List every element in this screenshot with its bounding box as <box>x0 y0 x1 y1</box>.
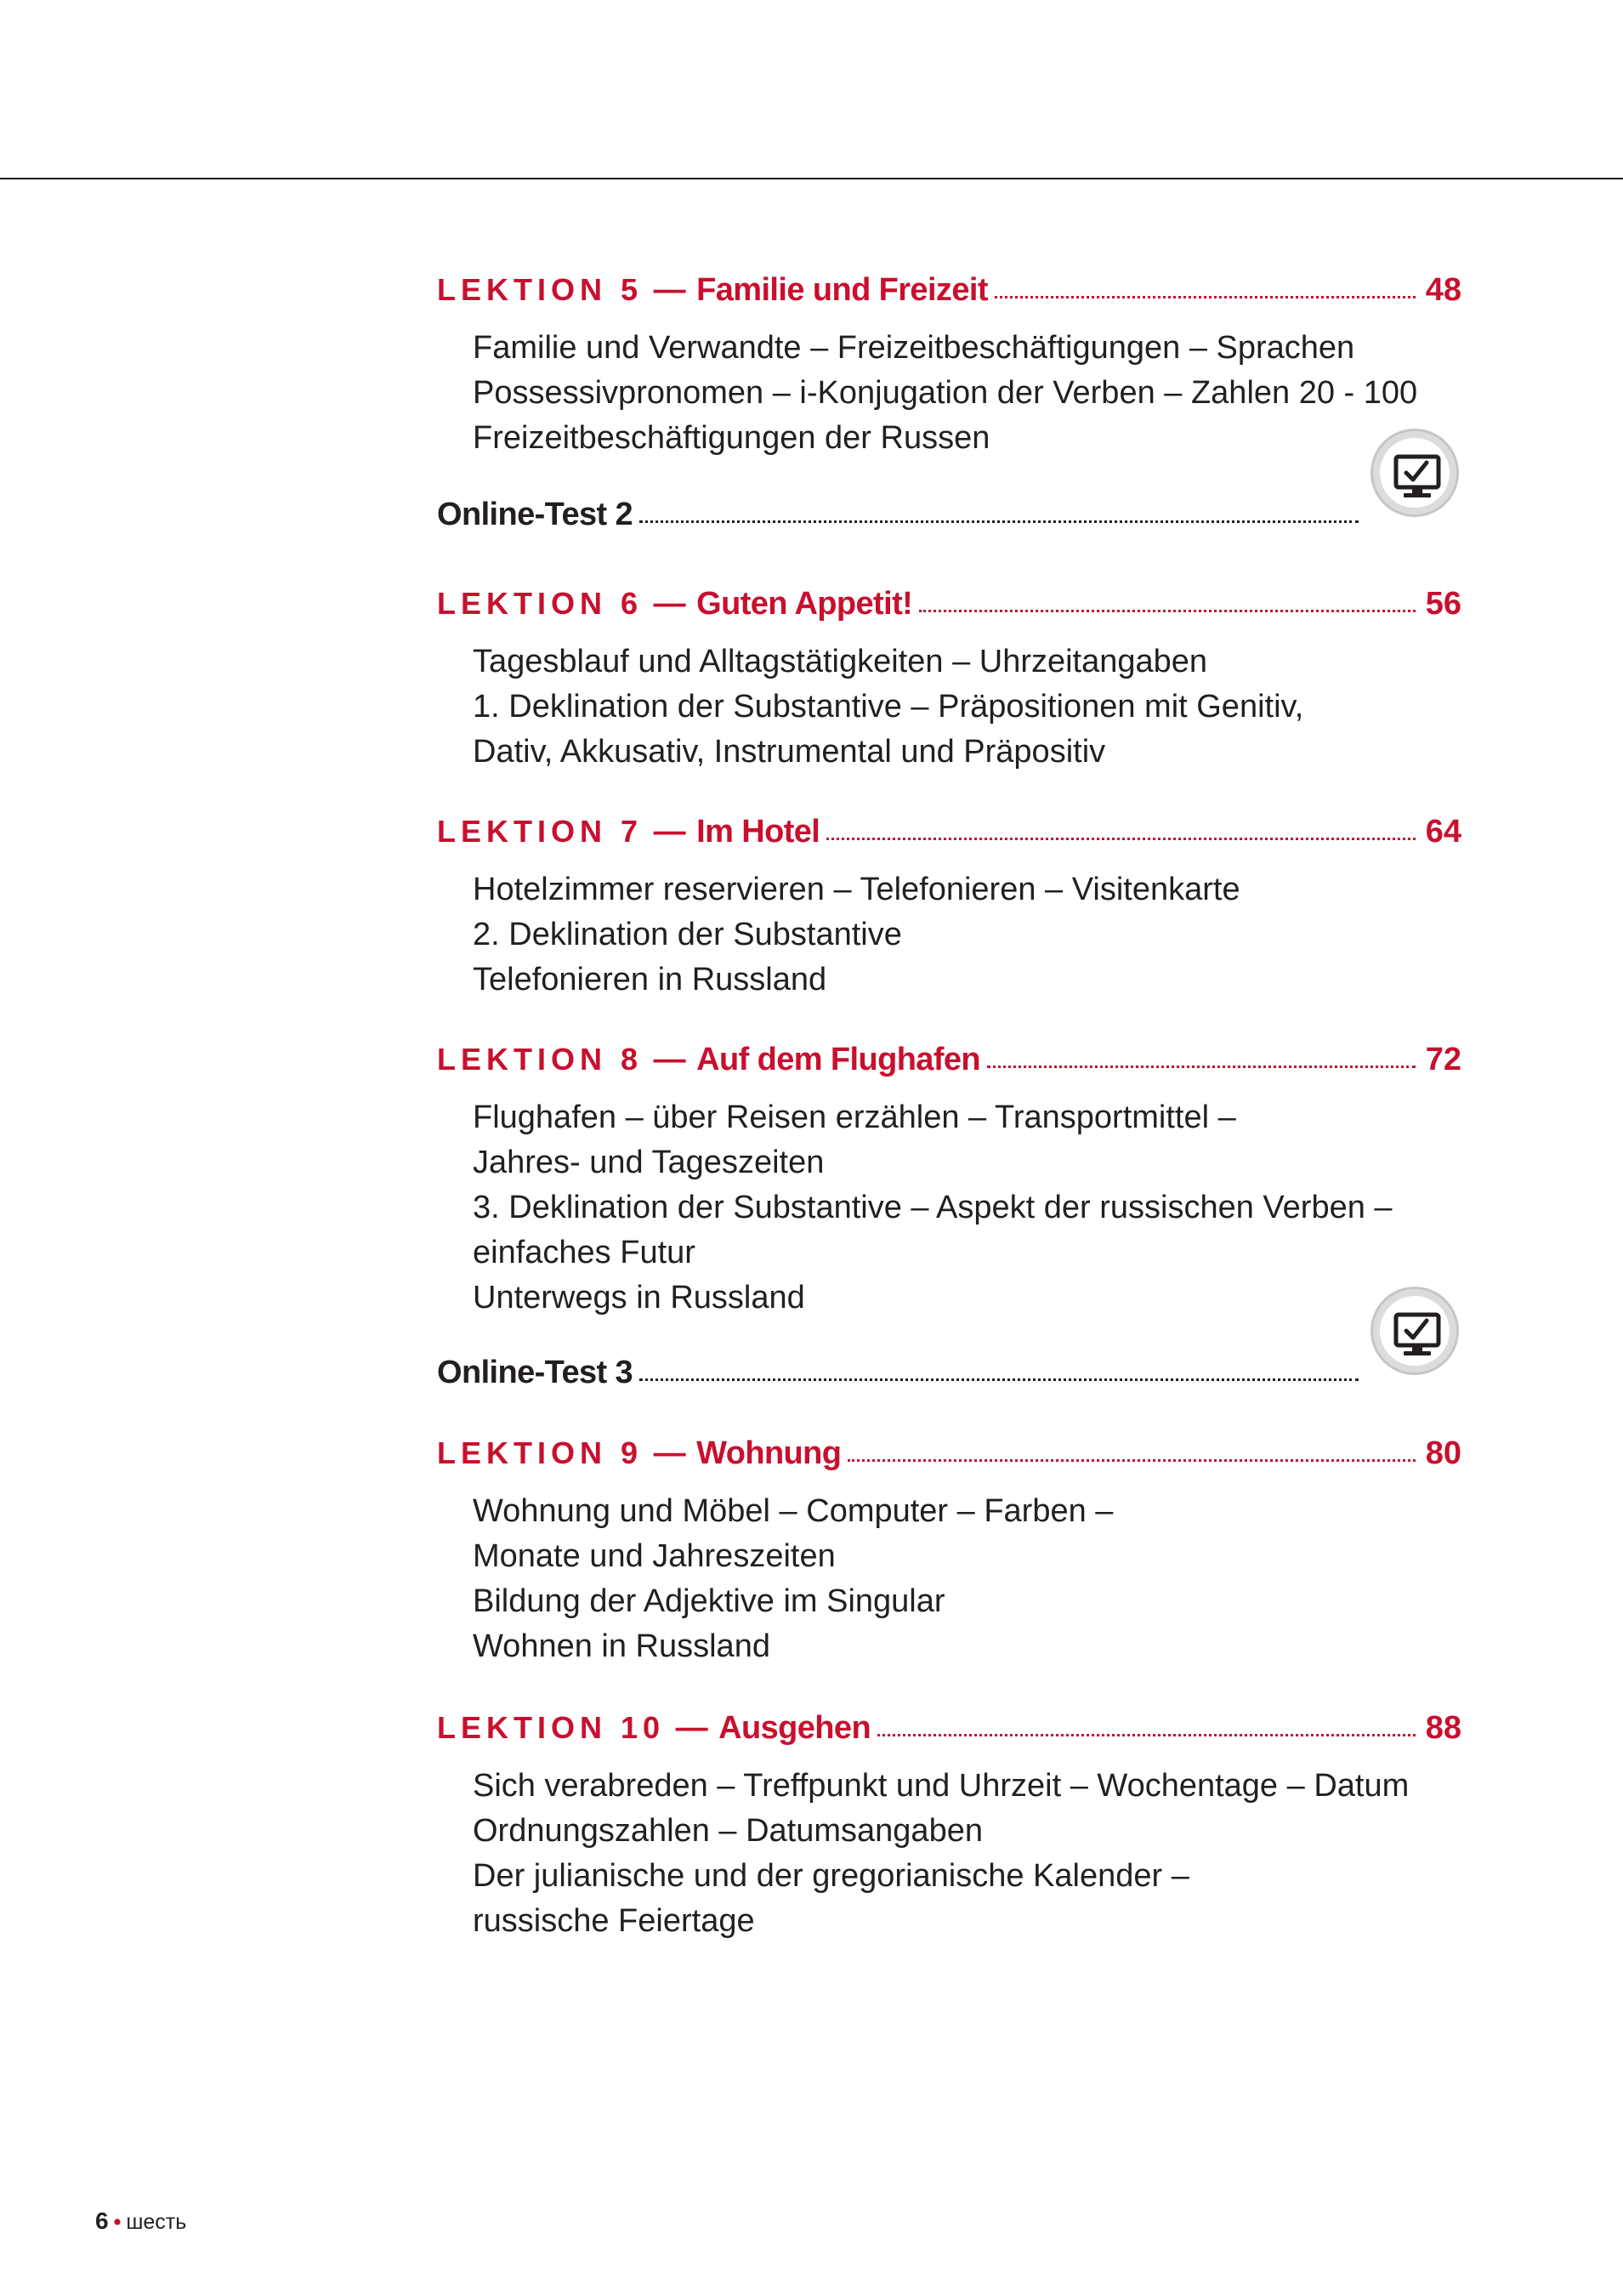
toc-heading <box>437 497 1365 533</box>
topic-line: Telefonieren in Russland <box>473 962 827 997</box>
toc-entry-lektion-7[interactable] <box>437 814 1461 1003</box>
toc-entry-online-test-2[interactable] <box>437 497 1461 533</box>
dot-leader <box>919 609 1416 612</box>
toc-heading <box>437 586 1461 622</box>
dot-leader <box>826 837 1416 840</box>
lesson-topics <box>473 1489 1461 1669</box>
page-number: 56 <box>1425 586 1461 622</box>
lesson-label: LEKTION 10 <box>437 1710 666 1745</box>
lesson-topics <box>473 1095 1461 1321</box>
topic-line: Dativ, Akkusativ, Instrumental und Präpositiv <box>473 734 1106 770</box>
lesson-topics <box>473 326 1461 461</box>
toc-entry-lektion-8[interactable] <box>437 1042 1461 1321</box>
lesson-label: LEKTION 8 <box>437 1042 644 1077</box>
toc-entry-lektion-10[interactable] <box>437 1710 1461 1944</box>
lesson-label: LEKTION 6 <box>437 586 644 621</box>
toc-entry-lektion-6[interactable] <box>437 586 1461 775</box>
topic-line: Ordnungszahlen – Datumsangaben <box>473 1813 983 1849</box>
topic-line: 1. Deklination der Substantive – Präpositionen mit Genitiv, <box>473 689 1304 725</box>
computer-check-icon <box>1370 1287 1459 1375</box>
toc-entry-online-test-3[interactable] <box>437 1355 1461 1391</box>
lesson-title: Im Hotel <box>696 814 820 850</box>
topic-line: Sich verabreden – Treffpunkt und Uhrzeit – Wochentage – Datum <box>473 1768 1410 1804</box>
topic-line: Jahres- und Tageszeiten <box>473 1145 825 1180</box>
topic-line: Familie und Verwandte – Freizeitbeschäftigungen – Sprachen <box>473 330 1355 366</box>
footer-page-number: 6 <box>95 2208 109 2234</box>
dot-leader <box>987 1065 1416 1068</box>
page-number: 80 <box>1425 1435 1461 1471</box>
page-number: 72 <box>1425 1042 1461 1077</box>
topic-line: Wohnen in Russland <box>473 1628 770 1664</box>
topic-line: Tagesblauf und Alltagstätigkeiten – Uhrzeitangaben <box>473 644 1208 679</box>
lesson-label: LEKTION 7 <box>437 814 644 849</box>
lesson-separator: — <box>653 1435 686 1471</box>
topic-line: Hotelzimmer reservieren – Telefonieren – Visitenkarte <box>473 872 1240 907</box>
page-footer <box>95 2208 186 2235</box>
computer-check-icon <box>1370 429 1459 517</box>
topic-line: Der julianische und der gregorianische Kalender – <box>473 1858 1189 1894</box>
topic-line: einfaches Futur <box>473 1235 695 1270</box>
lesson-separator: — <box>653 272 686 308</box>
lesson-title: Ausgehen <box>718 1710 871 1746</box>
dot-leader <box>995 295 1416 298</box>
dot-leader <box>877 1733 1416 1736</box>
topic-line: Wohnung und Möbel – Computer – Farben – <box>473 1493 1114 1529</box>
page-number: 48 <box>1425 272 1461 308</box>
footer-page-word: шесть <box>126 2210 187 2234</box>
topic-line: russische Feiertage <box>473 1903 755 1939</box>
lesson-label: LEKTION 9 <box>437 1435 644 1470</box>
lesson-title: Guten Appetit! <box>696 586 913 622</box>
lesson-label: LEKTION 5 <box>437 272 644 307</box>
toc-heading <box>437 272 1461 309</box>
lesson-topics <box>473 867 1461 1003</box>
dot-leader <box>639 520 1359 523</box>
toc-heading <box>437 1710 1461 1747</box>
topic-line: Flughafen – über Reisen erzählen – Transportmittel – <box>473 1100 1236 1135</box>
lesson-separator: — <box>653 814 686 850</box>
lesson-topics <box>473 1764 1461 1944</box>
toc-entry-lektion-9[interactable] <box>437 1435 1461 1669</box>
toc-heading <box>437 1042 1461 1078</box>
toc-heading <box>437 1355 1365 1391</box>
lesson-title: Auf dem Flughafen <box>696 1042 981 1077</box>
page-number: 88 <box>1425 1710 1461 1746</box>
lesson-separator: — <box>653 1042 686 1077</box>
online-test-title: Online-Test 2 <box>437 497 633 532</box>
topic-line: 3. Deklination der Substantive – Aspekt der russischen Verben – <box>473 1190 1393 1225</box>
topic-line: Monate und Jahreszeiten <box>473 1538 836 1574</box>
header-rule <box>0 178 1623 179</box>
footer-bullet: • <box>113 2210 122 2234</box>
lesson-title: Wohnung <box>696 1435 842 1471</box>
lesson-separator: — <box>653 586 686 622</box>
topic-line: Unterwegs in Russland <box>473 1280 805 1316</box>
toc-entry-lektion-5[interactable] <box>437 272 1461 461</box>
page-number: 64 <box>1425 814 1461 850</box>
topic-line: Bildung der Adjektive im Singular <box>473 1583 945 1619</box>
toc-heading <box>437 1435 1461 1472</box>
lesson-title: Familie und Freizeit <box>696 272 988 308</box>
table-of-contents <box>437 272 1461 1944</box>
dot-leader <box>639 1378 1359 1381</box>
topic-line: 2. Deklination der Substantive <box>473 917 902 952</box>
lesson-separator: — <box>675 1710 708 1746</box>
topic-line: Possessivpronomen – i-Konjugation der Verben – Zahlen 20 - 100 <box>473 375 1418 411</box>
toc-heading <box>437 814 1461 850</box>
online-test-title: Online-Test 3 <box>437 1355 633 1390</box>
dot-leader <box>848 1458 1416 1462</box>
lesson-topics <box>473 639 1461 775</box>
topic-line: Freizeitbeschäftigungen der Russen <box>473 420 990 456</box>
